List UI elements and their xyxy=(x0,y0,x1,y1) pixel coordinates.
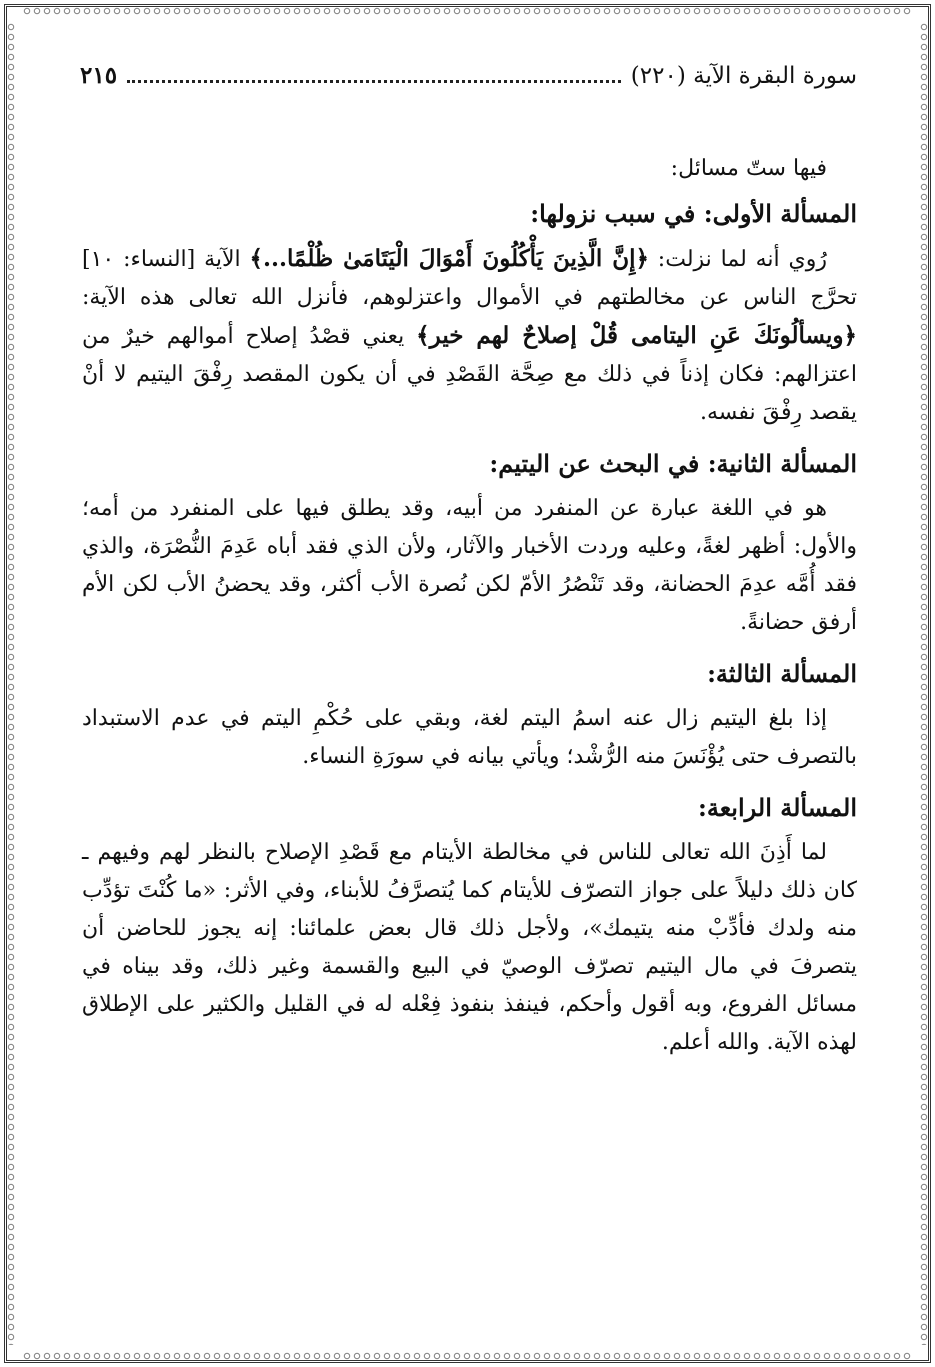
running-header xyxy=(80,62,857,96)
section-heading-2: المسألة الثانية: في البحث عن اليتيم: xyxy=(489,449,857,478)
section-2-paragraph: هو في اللغة عبارة عن المنفرد من أبيه، وقد يطلق فيها على المنفرد من أمه؛ والأول: أظهر لغةً، وعليه وردت الأخبار والآثار، ولأن الذي فقد أباه عَدِمَ النُّصْرَة، والذي فقد أُمَّه عدِمَ الحضانة، وقد تَنْصُرُ الأمّ لكن نُصرة الأب أكثر، وقد يحضنُ الأب لكن الأم أرفق حضانةً. xyxy=(82,496,857,635)
quran-quote-1: ﴿إِنَّ الَّذِينَ يَأْكُلُونَ أَمْوَالَ الْيَتَامَىٰ ظُلْمًا...﴾ xyxy=(249,245,649,272)
header-title: سورة البقرة الآية (٢٢٠) xyxy=(630,63,857,89)
section-3-paragraph: إذا بلغ اليتيم زال عنه اسمُ اليتم لغة، وبقي على حُكْمِ اليتم في عدم الاستبداد بالتصرف حتى يُؤْنَسَ منه الرُّشْد؛ ويأتي بيانه في سورَةِ النساء. xyxy=(82,706,857,769)
intro-line: فيها ستّ مسائل: xyxy=(670,156,827,181)
header-leader-dots xyxy=(127,80,621,83)
section-4-paragraph: لما أَذِنَ الله تعالى للناس في مخالطة الأيتام مع قَصْدِ الإصلاح بالنظر لهم وفيهم ـ كان ذلك دليلاً على جواز التصرّف للأيتام كما يُتصرَّفُ للأبناء، وفي الأثر: «ما كُنْتَ تؤدِّب منه ولدك فأدِّبْ منه يتيمك»، ولأجل ذلك قال بعض علمائنا: إنه يجوز للحاضن أن يتصرفَ في مال اليتيم تصرّف الوصيّ في البيع والقسمة وغير ذلك، وقد بيناه في مسائل الفروع، وبه أقول وأحكم، فينفذ بنفوذ فِعْله له في القليل والكثير على الإطلاق لهذه الآية. والله أعلم. xyxy=(82,840,857,1055)
section-1-text-a: رُوي أنه لما نزلت: xyxy=(648,247,827,272)
border-ornament-top xyxy=(22,6,913,16)
section-1-text-b: الآية [النساء: ١٠] تحرَّج الناس عن مخالطتهم في الأموال واعتزلوهم، فأنزل الله تعالى هذه الآية: xyxy=(82,247,857,310)
section-heading-4: المسألة الرابعة: xyxy=(698,793,857,822)
border-ornament-bottom xyxy=(22,1351,913,1361)
page-body xyxy=(82,150,857,1062)
section-heading-3: المسألة الثالثة: xyxy=(707,659,857,688)
section-1-text-c: يعني قصْدُ إصلاح أموالهم خيرٌ من اعتزالهم: فكان إذناً في ذلك مع صِحَّة القَصْدِ في أن يكون المقصد رِفْقَ اليتيم لا أنْ يقصد رِفْقَ نفسه. xyxy=(82,324,857,425)
section-heading-1: المسألة الأولى: في سبب نزولها: xyxy=(530,199,857,228)
page-number: ٢١٥ xyxy=(80,62,118,89)
border-ornament-left xyxy=(6,22,16,1345)
border-ornament-right xyxy=(919,22,929,1345)
quran-quote-2: ﴿ويسألُونَكَ عَنِ اليتامى قُلْ إصلاحٌ لهم خير﴾ xyxy=(416,322,857,349)
section-1-paragraph xyxy=(82,240,857,432)
